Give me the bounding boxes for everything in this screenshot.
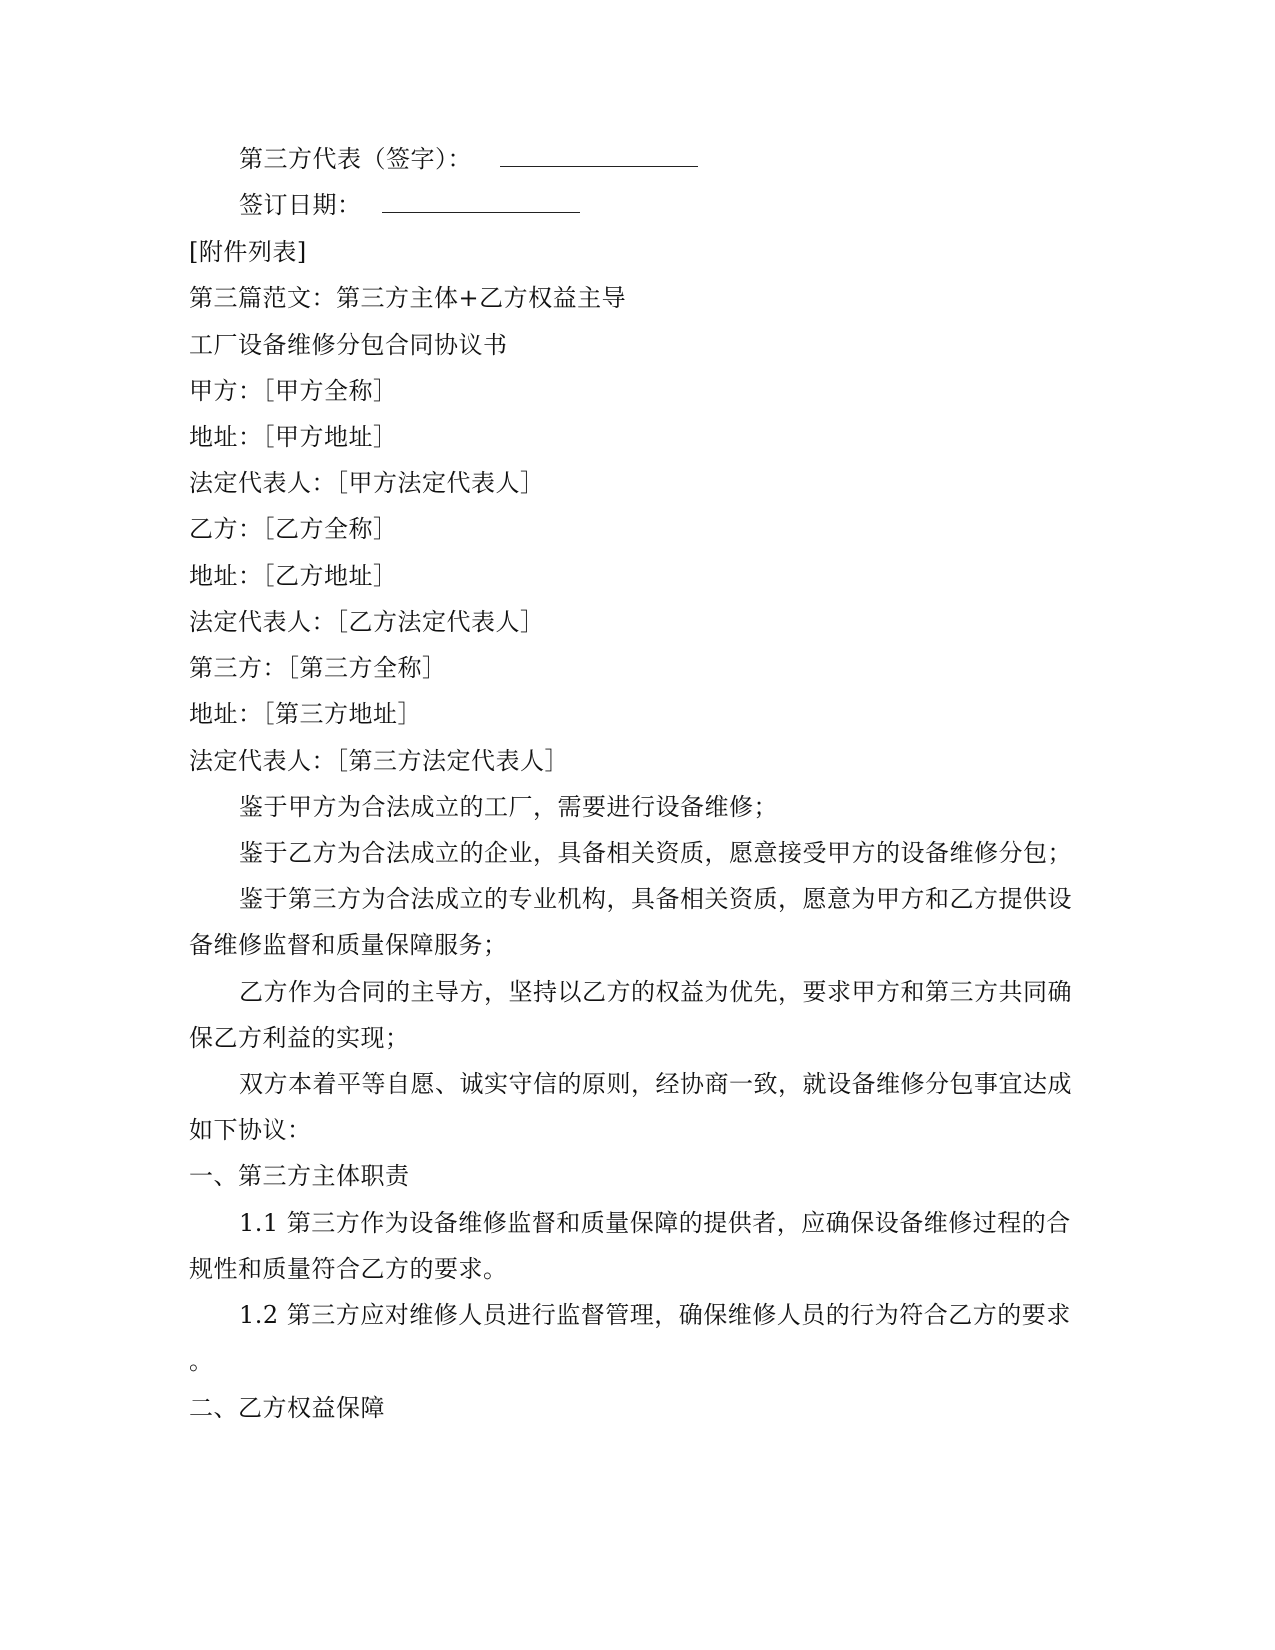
date-blank: [382, 190, 580, 213]
sign-date-line: [239, 189, 1139, 221]
recital-5-line-1: 双方本着平等自愿、诚实守信的原则，经协商一致，就设备维修分包事宜达成: [239, 1070, 1072, 1098]
party-a-name: 甲方：［甲方全称］: [189, 377, 398, 405]
clause-1-2-line-2: 。: [189, 1347, 214, 1375]
recital-2: 鉴于乙方为合法成立的企业，具备相关资质，愿意接受甲方的设备维修分包；: [239, 839, 1072, 867]
recital-4-line-1: 乙方作为合同的主导方，坚持以乙方的权益为优先，要求甲方和第三方共同确: [239, 978, 1072, 1006]
recital-3-line-1: 鉴于第三方为合法成立的专业机构，具备相关资质，愿意为甲方和乙方提供设: [239, 885, 1072, 913]
recital-1: 鉴于甲方为合法成立的工厂，需要进行设备维修；: [239, 793, 778, 821]
recital-4-line-2: 保乙方利益的实现；: [189, 1024, 410, 1052]
party-a-address: 地址：［甲方地址］: [189, 423, 398, 451]
attachments-list: [附件列表]: [189, 238, 307, 266]
section-2-heading: 二、乙方权益保障: [189, 1394, 385, 1422]
contract-title: 工厂设备维修分包合同协议书: [189, 331, 508, 359]
party-b-address: 地址：［乙方地址］: [189, 562, 398, 590]
party-b-name: 乙方：［乙方全称］: [189, 515, 398, 543]
third-party-name: 第三方：［第三方全称］: [189, 654, 447, 682]
third-party-signature-label: 第三方代表（签字）：: [239, 145, 472, 173]
recital-5-line-2: 如下协议：: [189, 1116, 312, 1144]
sample-title: 第三篇范文：第三方主体+乙方权益主导: [189, 284, 627, 312]
recital-3-line-2: 备维修监督和质量保障服务；: [189, 931, 508, 959]
clause-1-1-line-1: 1.1 第三方作为设备维修监督和质量保障的提供者，应确保设备维修过程的合: [239, 1209, 1071, 1237]
third-party-signature-line: [239, 143, 1139, 175]
clause-1-1-line-2: 规性和质量符合乙方的要求。: [189, 1255, 508, 1283]
third-party-legal-rep: 法定代表人：［第三方法定代表人］: [189, 747, 569, 775]
party-a-legal-rep: 法定代表人：［甲方法定代表人］: [189, 469, 545, 497]
clause-1-2-line-1: 1.2 第三方应对维修人员进行监督管理，确保维修人员的行为符合乙方的要求: [239, 1301, 1071, 1329]
section-1-heading: 一、第三方主体职责: [189, 1162, 410, 1190]
third-party-address: 地址：［第三方地址］: [189, 700, 422, 728]
sign-date-label: 签订日期：: [239, 191, 362, 219]
signature-blank: [500, 144, 698, 167]
party-b-legal-rep: 法定代表人：［乙方法定代表人］: [189, 608, 545, 636]
